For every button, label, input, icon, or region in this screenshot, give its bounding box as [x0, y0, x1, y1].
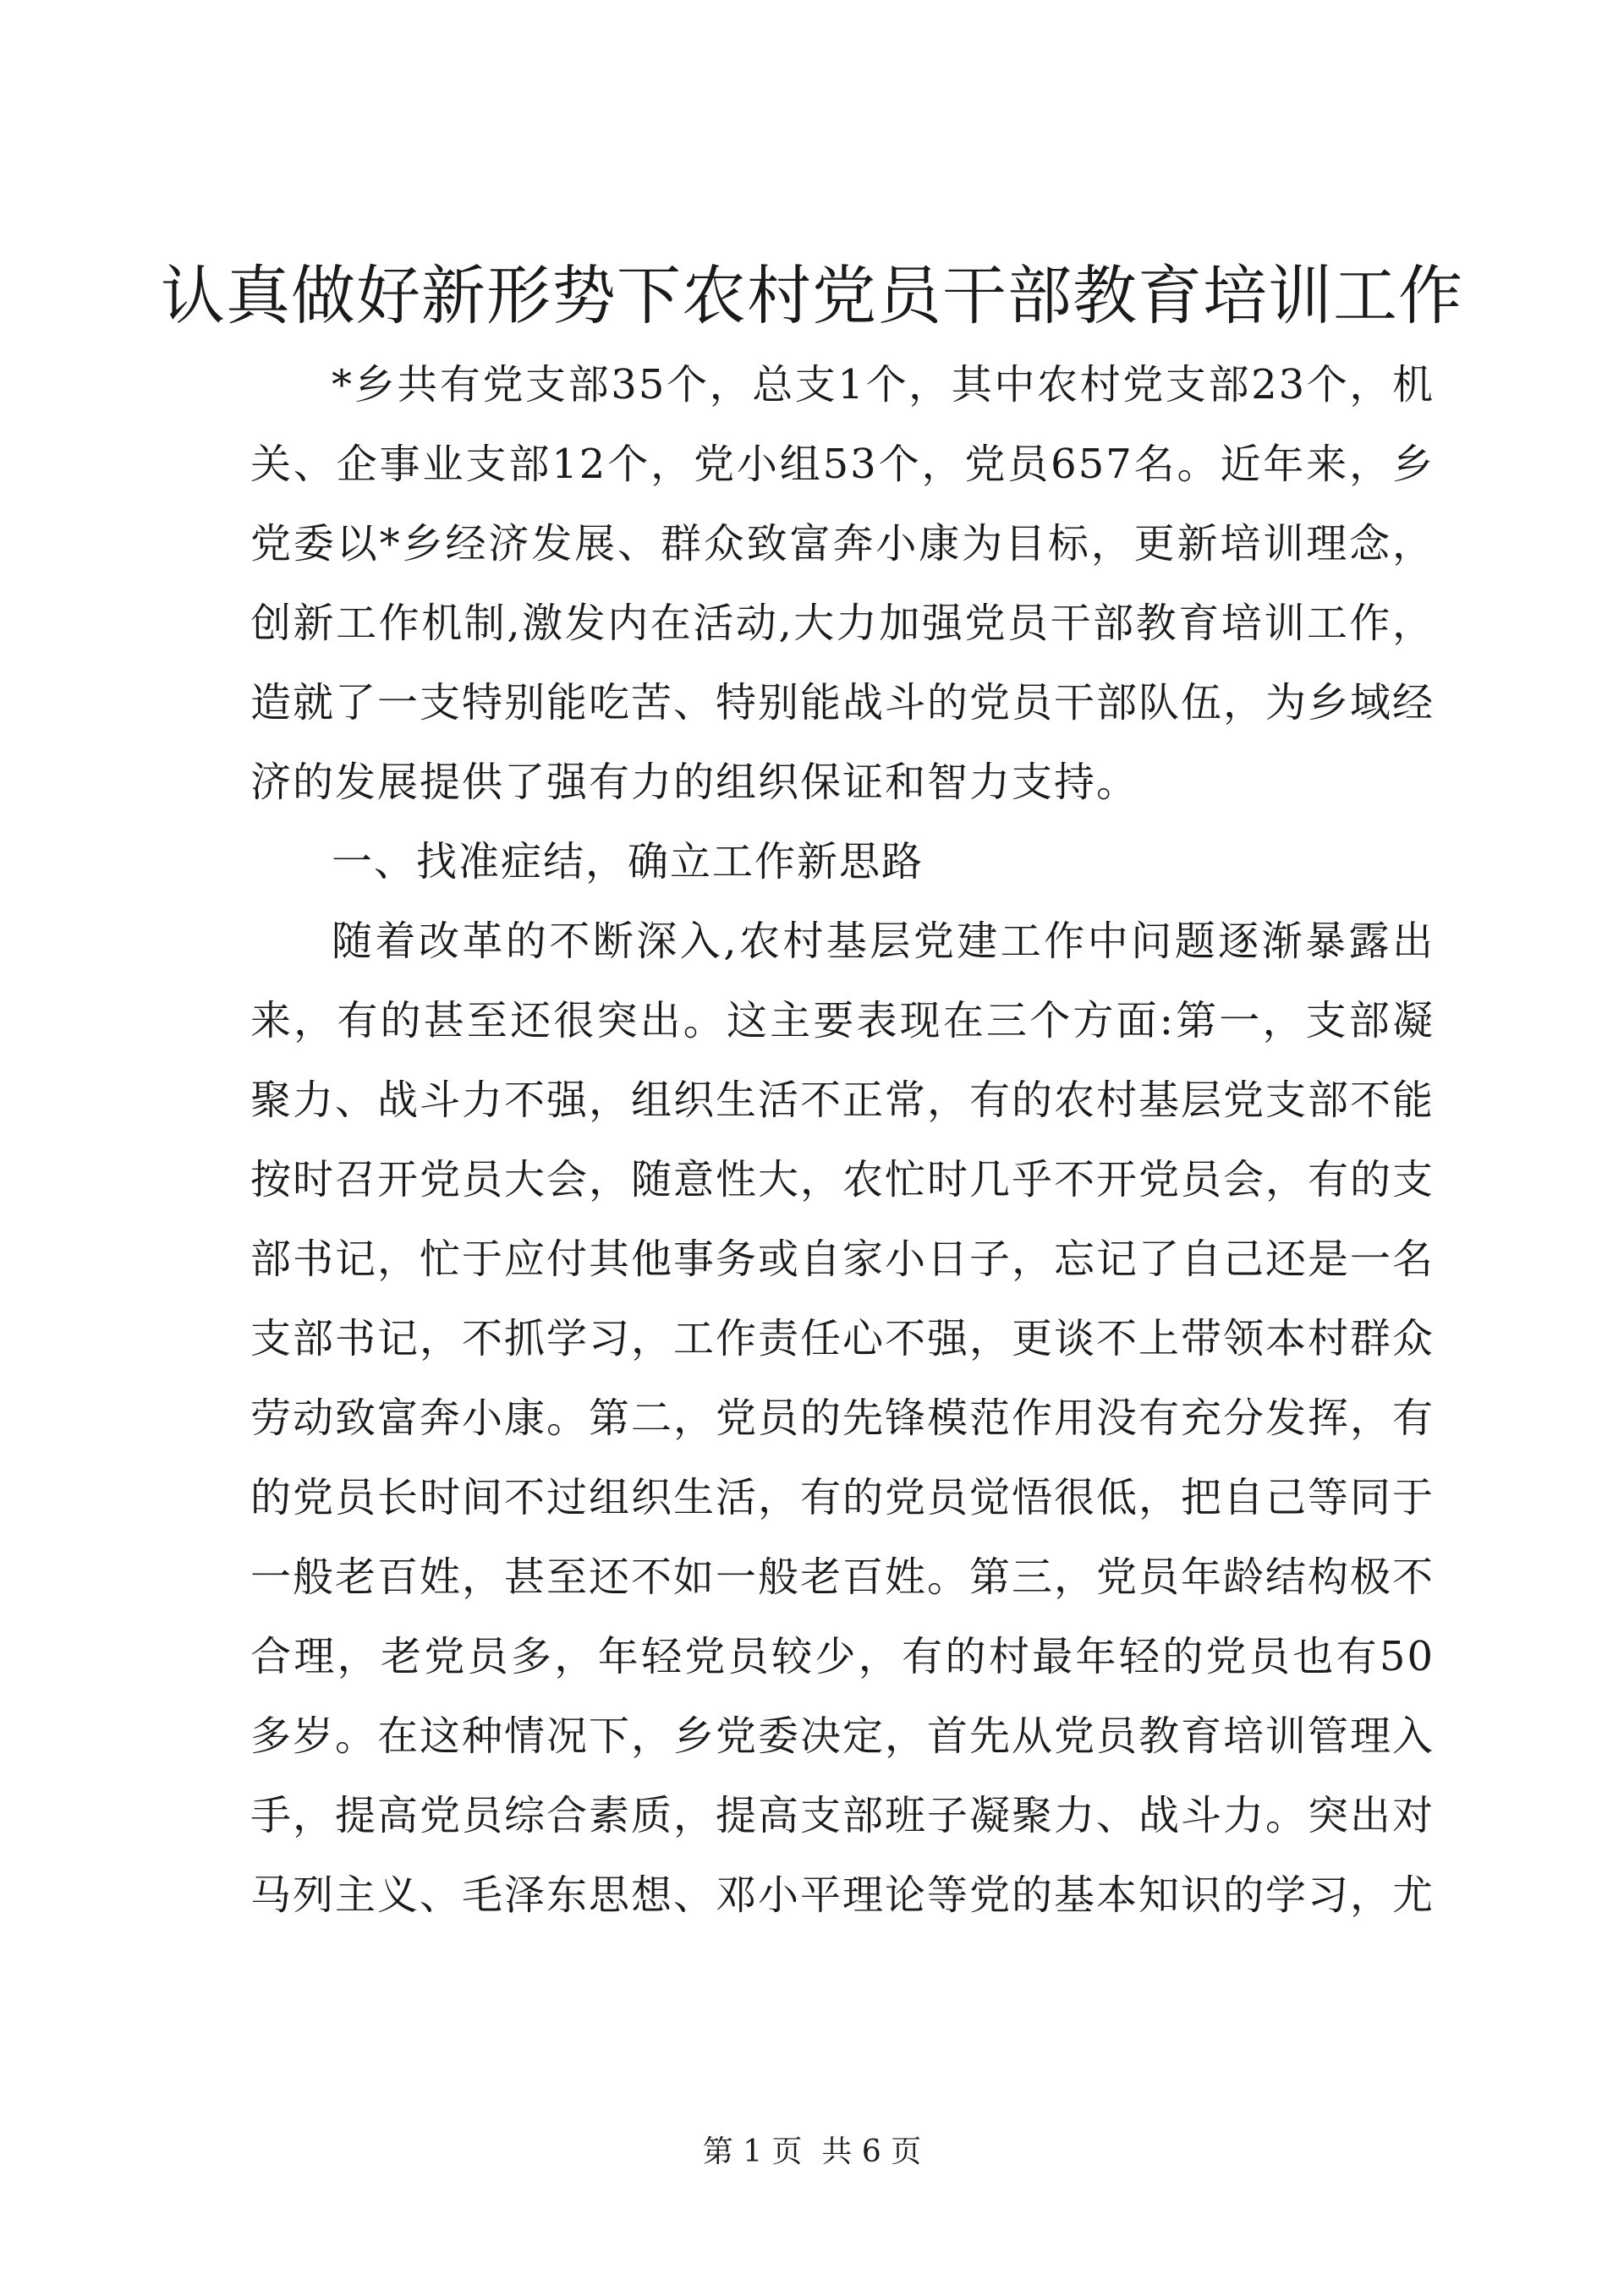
- document-body: [250, 345, 1435, 1935]
- section-heading-1: 一、找准症结，确立工作新思路: [332, 838, 924, 885]
- paragraph-intro: *乡共有党支部35个，总支1个，其中农村党支部23个，机关、企事业支部12个，党小组53个，党员657名。近年来，乡党委以*乡经济发展、群众致富奔小康为目标，更新培训理念，创新工作机制,激发内在活动,大力加强党员干部教育培训工作，造就了一支特别能吃苦、特别能战斗的党员干部队伍，为乡域经济的发展提供了强有力的组织保证和智力支持。: [250, 361, 1435, 806]
- page-number: 第 1 页 共 6 页: [702, 2134, 922, 2169]
- paragraph-section-1: 随着改革的不断深入,农村基层党建工作中问题逐渐暴露出来，有的甚至还很突出。这主要表现在三个方面:第一，支部凝聚力、战斗力不强，组织生活不正常，有的农村基层党支部不能按时召开党员大会，随意性大，农忙时几乎不开党员会，有的支部书记，忙于应付其他事务或自家小日子，忘记了自己还是一名支部书记，不抓学习，工作责任心不强，更谈不上带领本村群众劳动致富奔小康。第二，党员的先锋模范作用没有充分发挥，有的党员长时间不过组织生活，有的党员觉悟很低，把自己等同于一般老百姓，甚至还不如一般老百姓。第三，党员年龄结构极不合理，老党员多，年轻党员较少，有的村最年轻的党员也有50多岁。在这种情况下，乡党委决定，首先从党员教育培训管理入手，提高党员综合素质，提高支部班子凝聚力、战斗力。突出对马列主义、毛泽东思想、邓小平理论等党的基本知识的学习，尤: [250, 918, 1435, 1919]
- document-title: 认真做好新形势下农村党员干部教育培训工作: [161, 258, 1463, 333]
- page-footer: [0, 2131, 1624, 2173]
